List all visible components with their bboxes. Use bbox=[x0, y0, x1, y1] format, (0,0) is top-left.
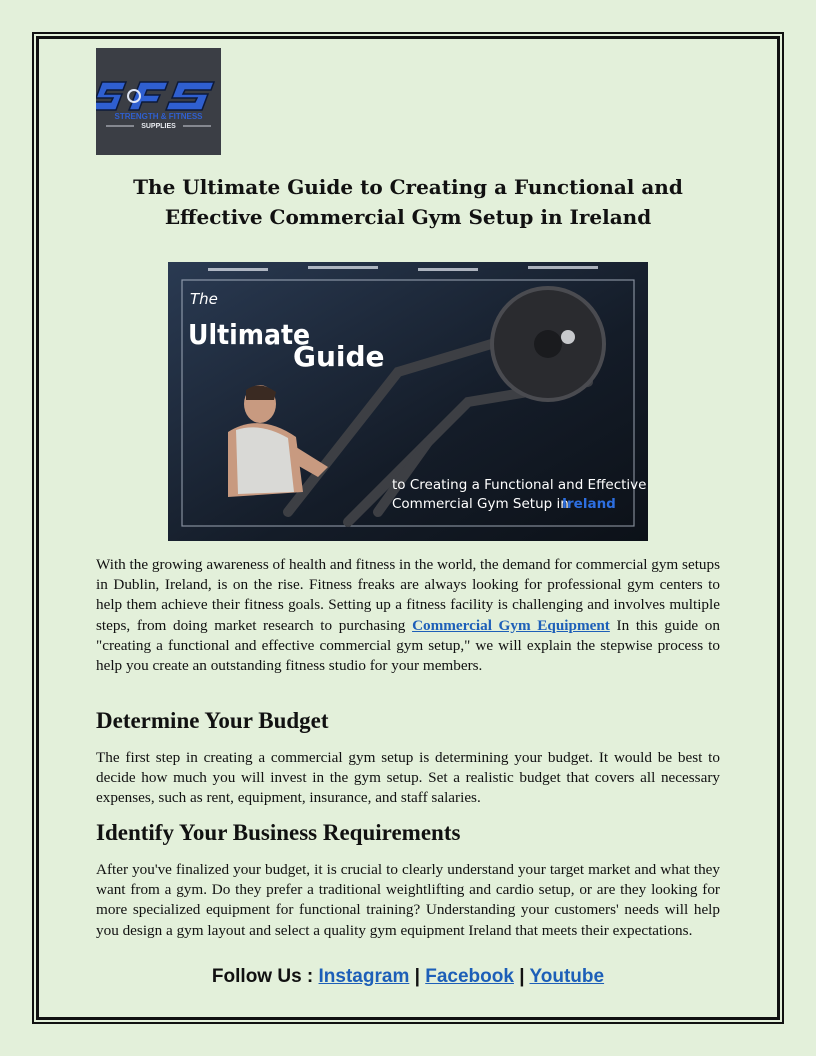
company-logo bbox=[96, 48, 221, 155]
page-title bbox=[96, 172, 720, 232]
link-separator: | bbox=[519, 966, 525, 987]
intro-text-after: In this guide on "creating a functional and effective commercial gym setup," we will explain the stepwise process to help you create an outstanding fitness studio for your members. bbox=[96, 616, 720, 675]
section-heading-budget: Determine Your Budget bbox=[96, 708, 329, 733]
youtube-link[interactable]: Youtube bbox=[529, 966, 605, 987]
commercial-gym-equipment-link[interactable]: Commercial Gym Equipment bbox=[412, 616, 610, 634]
section-body-budget: The first step in creating a commercial gym setup is determining your budget. It would be best to decide how much you will invest in the gym setup. Set a realistic budget that covers all necessary expenses, such as rent, equipment, insurance, and staff salaries. bbox=[96, 749, 720, 807]
section-body-requirements: After you've finalized your budget, it is crucial to clearly understand your target market and what they want from a gym. Do they prefer a traditional weightlifting and cardio setup, or are they looking for more specialized equipment for functional training? Understanding your customers' needs will help you design a gym layout and select a quality gym equipment Ireland that meets their expectations. bbox=[96, 861, 720, 939]
hero-word-guide: Guide bbox=[293, 340, 385, 373]
section-heading-requirements: Identify Your Business Requirements bbox=[96, 820, 461, 845]
page-title-line1: The Ultimate Guide to Creating a Functional and bbox=[133, 175, 683, 199]
page-title-line2: Effective Commercial Gym Setup in Ireland bbox=[164, 205, 652, 229]
logo-text-line1: STRENGTH & FITNESS bbox=[114, 112, 203, 121]
logo-text-line2: SUPPLIES bbox=[141, 123, 176, 130]
instagram-link[interactable]: Instagram bbox=[318, 966, 410, 987]
facebook-link[interactable]: Facebook bbox=[425, 966, 514, 987]
follow-us-label: Follow Us : bbox=[211, 966, 314, 987]
follow-us-bar bbox=[96, 964, 720, 990]
hero-word-the: The bbox=[190, 290, 218, 308]
hero-word-ultimate: Ultimate bbox=[188, 318, 311, 351]
intro-text-before: With the growing awareness of health and fitness in the world, the demand for commercial gym setups in Dublin, Ireland, is on the rise. Fitness freaks are always looking for professional gym centers to help them achieve their fitness goals. Setting up a fitness facility is challenging and involves multiple steps, from doing market research to purchasing bbox=[96, 556, 721, 634]
hero-image bbox=[168, 262, 648, 541]
intro-paragraph bbox=[96, 555, 720, 676]
hero-subtitle-highlight: Ireland bbox=[562, 496, 616, 512]
link-separator: | bbox=[414, 966, 420, 987]
hero-subtitle-line1: to Creating a Functional and Effective bbox=[392, 477, 647, 493]
hero-subtitle-line2: Commercial Gym Setup in bbox=[392, 496, 569, 512]
